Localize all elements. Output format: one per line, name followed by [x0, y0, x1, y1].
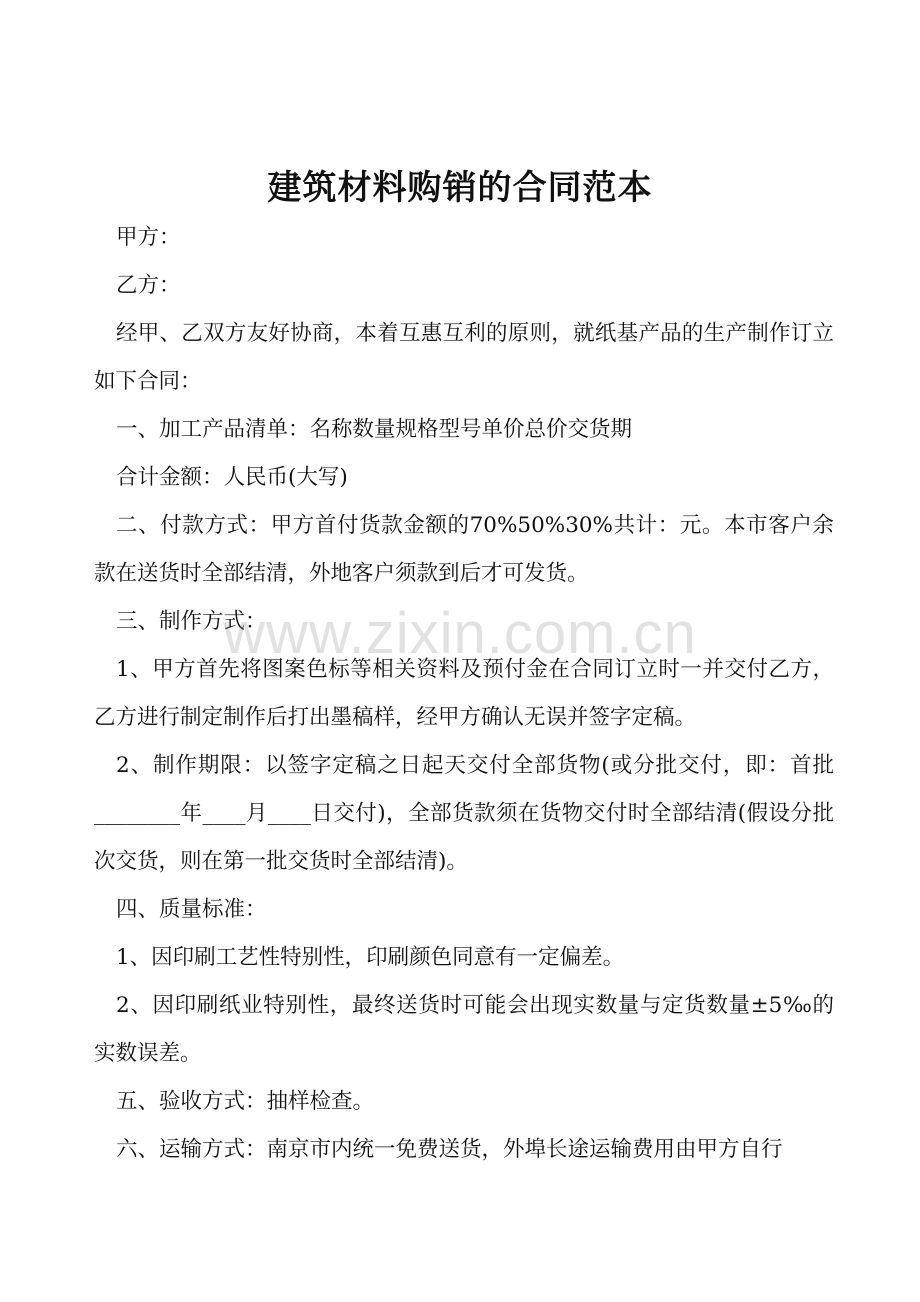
section-4-item-2: 2、因印刷纸业特别性，最终送货时可能会出现实数量与定货数量±5‰的实数误差。 — [94, 993, 834, 1066]
section-2-payment: 二、付款方式：甲方首付货款金额的70%50%30%共计：元。本市客户余款在送货时全部结清，外地客户须款到后才可发货。 — [94, 513, 834, 586]
section-3-item-2: 2、制作期限：以签字定稿之日起天交付全部货物(或分批交付，即：首批________年____月____日交付)，全部货款须在货物交付时全部结清(假设分批次交货，则在第一批交货时全部结清)。 — [94, 753, 834, 874]
section-6-transport: 六、运输方式：南京市内统一免费送货，外埠长途运输费用由甲方自行 — [116, 1137, 783, 1162]
party-b-line: 乙方： — [116, 273, 181, 298]
watermark-text: www.zixin.com.cn — [223, 601, 697, 666]
party-a-line: 甲方： — [116, 225, 181, 250]
total-amount-line: 合计金额：人民币(大写) — [116, 465, 348, 490]
section-3-heading: 三、制作方式： — [116, 609, 267, 634]
preamble-paragraph: 经甲、乙双方友好协商，本着互惠互利的原则，就纸基产品的生产制作订立如下合同： — [94, 321, 834, 394]
document-title: 建筑材料购销的合同范本 — [267, 168, 653, 208]
section-3-item-1: 1、甲方首先将图案色标等相关资料及预付金在合同订立时一并交付乙方，乙方进行制定制作后打出墨稿样，经甲方确认无误并签字定稿。 — [94, 657, 834, 730]
section-5-inspection: 五、验收方式：抽样检查。 — [116, 1089, 375, 1114]
section-4-heading: 四、质量标准： — [116, 897, 267, 922]
document-body — [94, 214, 834, 1174]
section-4-item-1: 1、因印刷工艺性特别性，印刷颜色同意有一定偏差。 — [116, 945, 625, 970]
section-1-product-list: 一、加工产品清单：名称数量规格型号单价总价交货期 — [116, 417, 633, 442]
